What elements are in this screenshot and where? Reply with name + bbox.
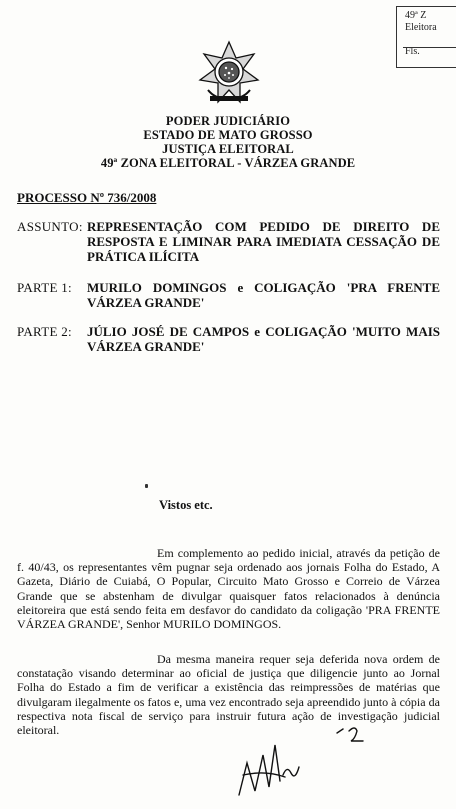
- protocol-stamp: [396, 6, 456, 68]
- party-1-label: PARTE 1:: [17, 280, 72, 295]
- stamp-office: Eleitora: [405, 22, 437, 33]
- header-judiciary: PODER JUDICIÁRIO: [165, 114, 291, 128]
- header-electoral-zone: 49ª ZONA ELEITORAL - VÁRZEA GRANDE: [100, 156, 356, 170]
- party-1-line-2: VÁRZEA GRANDE': [87, 295, 205, 310]
- subject-line-3: PRÁTICA ILÍCITA: [87, 249, 200, 264]
- header-state: ESTADO DE MATO GROSSO: [143, 128, 313, 142]
- stamp-fls: Fls.: [405, 46, 420, 57]
- party-2-line-2: VÁRZEA GRANDE': [87, 339, 205, 354]
- stamp-zone: 49ª Z: [405, 10, 427, 21]
- ink-mark: [145, 484, 148, 488]
- party-1-line-1: MURILO DOMINGOS e COLIGAÇÃO 'PRA FRENTE: [87, 280, 440, 295]
- subject-line-1: REPRESENTAÇÃO COM PEDIDO DE DIREITO DE: [87, 219, 440, 234]
- coat-of-arms-seal: [196, 40, 262, 106]
- paragraph-1-text: Em complemento ao pedido inicial, através da petição de f. 40/43, os representantes vêm pugnar seja ordenado aos jornais Folha do Estado, A Gazeta, Diário de Cuiabá, O Popular, Circuito Mato Grosso e Correio de Várzea Grande que se abstenham de divulgar quaisquer fatos relacionados à denúncia eleitoreira que está sendo feita em desfavor do candidato da coligação 'PRA FRENTE VÁRZEA GRANDE', Senhor MURILO DOMINGOS.: [17, 546, 440, 632]
- subject-line-2: RESPOSTA E LIMINAR PARA IMEDIATA CESSAÇÃO DE: [87, 234, 440, 249]
- vistos-text: Vistos etc.: [159, 498, 213, 512]
- paragraph-1: [17, 546, 440, 631]
- subject-label: ASSUNTO:: [17, 219, 83, 234]
- header-electoral-justice: JUSTIÇA ELEITORAL: [162, 142, 294, 156]
- paragraph-2-text: Da mesma maneira requer seja deferida nova ordem de constatação visando determinar ao oficial de justiça que diligencie junto ao Jornal Folha do Estado a fim de verificar a existência das reimpressões de matérias que divulgaram ilegalmente os fatos e, uma vez encontrado seja apreendido junto à cópia da respectiva nota fiscal de serviço para instruir futura ação de investigação judicial eleitoral.: [17, 652, 440, 738]
- process-number: PROCESSO Nº 736/2008: [17, 190, 157, 205]
- party-2-line-1: JÚLIO JOSÉ DE CAMPOS e COLIGAÇÃO 'MUITO MAIS: [87, 324, 440, 339]
- party-2-label: PARTE 2:: [17, 324, 72, 339]
- handwritten-signature: [225, 715, 375, 805]
- stamp-divider: [403, 47, 456, 48]
